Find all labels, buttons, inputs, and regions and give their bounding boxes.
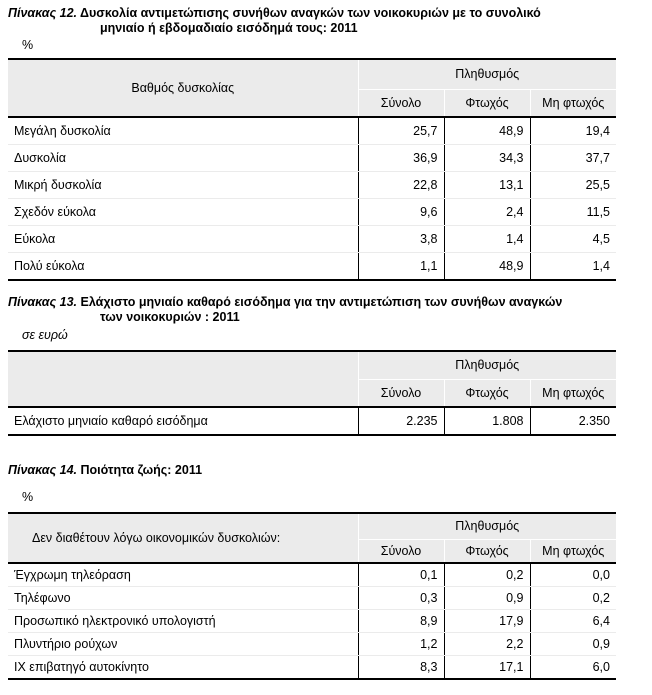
cell-value: 2,4	[444, 199, 530, 226]
cell-value: 22,8	[358, 172, 444, 199]
cell-value: 8,9	[358, 610, 444, 633]
table12-col-total: Σύνολο	[358, 89, 444, 117]
table13-row-header	[8, 351, 358, 407]
table-row	[8, 253, 616, 281]
table14-unit: %	[22, 490, 34, 504]
cell-value: 0,9	[530, 633, 616, 656]
table-row	[8, 145, 616, 172]
cell-value: 48,9	[444, 253, 530, 281]
row-label: Πλυντήριο ρούχων	[8, 633, 358, 656]
cell-value: 3,8	[358, 226, 444, 253]
table13-title-line2: των νοικοκυριών : 2011	[100, 310, 240, 324]
cell-value: 6,0	[530, 656, 616, 680]
table13	[8, 350, 616, 436]
cell-value: 1,4	[530, 253, 616, 281]
table13-col-poor: Φτωχός	[444, 379, 530, 407]
table-row	[8, 226, 616, 253]
cell-value: 17,9	[444, 610, 530, 633]
row-label: Μεγάλη δυσκολία	[8, 117, 358, 145]
table12-title-line2: μηνιαίο ή εβδομαδιαίο εισόδημά τους: 2011	[100, 21, 358, 35]
cell-value: 1,2	[358, 633, 444, 656]
table13-unit: σε ευρώ	[22, 328, 68, 342]
cell-value: 0,1	[358, 563, 444, 587]
cell-value: 0,0	[530, 563, 616, 587]
cell-value: 25,5	[530, 172, 616, 199]
table12-unit: %	[22, 38, 34, 52]
cell-value: 17,1	[444, 656, 530, 680]
table-row	[8, 563, 616, 587]
cell-value: 9,6	[358, 199, 444, 226]
row-label: Σχεδόν εύκολα	[8, 199, 358, 226]
cell-value: 8,3	[358, 656, 444, 680]
table12-col-nonpoor: Μη φτωχός	[530, 89, 616, 117]
cell-value: 6,4	[530, 610, 616, 633]
cell-value: 2.350	[530, 407, 616, 435]
table-row	[8, 587, 616, 610]
cell-value: 4,5	[530, 226, 616, 253]
cell-value: 1,4	[444, 226, 530, 253]
table13-title-line1: Ελάχιστο μηνιαίο καθαρό εισόδημα για την αντιμετώπιση των συνήθων αναγκών	[80, 295, 563, 309]
table12-title-line1: Δυσκολία αντιμετώπισης συνήθων αναγκών των νοικοκυριών με το συνολικό	[80, 6, 541, 20]
table14-col-nonpoor: Μη φτωχός	[530, 539, 616, 563]
row-label: Δυσκολία	[8, 145, 358, 172]
table13-caption	[8, 295, 562, 325]
cell-value: 2.235	[358, 407, 444, 435]
table12-caption	[8, 6, 541, 36]
table12-row-header: Βαθμός δυσκολίας	[131, 81, 235, 95]
cell-value: 34,3	[444, 145, 530, 172]
table-row	[8, 407, 616, 435]
row-label: Έγχρωμη τηλεόραση	[8, 563, 358, 587]
table-row	[8, 656, 616, 680]
table-row	[8, 117, 616, 145]
table12-col-poor: Φτωχός	[444, 89, 530, 117]
table14-caption	[8, 463, 202, 478]
row-label: Ελάχιστο μηνιαίο καθαρό εισόδημα	[8, 407, 358, 435]
cell-value: 1.808	[444, 407, 530, 435]
cell-value: 0,2	[444, 563, 530, 587]
table-row	[8, 199, 616, 226]
table12-label: Πίνακας 12.	[8, 6, 78, 20]
table13-group-header: Πληθυσμός	[358, 351, 616, 379]
table14-col-poor: Φτωχός	[444, 539, 530, 563]
cell-value: 0,2	[530, 587, 616, 610]
table14-group-header: Πληθυσμός	[358, 513, 616, 539]
table14-label: Πίνακας 14.	[8, 463, 78, 477]
cell-value: 19,4	[530, 117, 616, 145]
table12	[8, 58, 616, 281]
table14-row-header: Δεν διαθέτουν λόγω οικονομικών δυσκολιών:	[32, 531, 281, 545]
table14	[8, 512, 616, 680]
table13-label: Πίνακας 13.	[8, 295, 78, 309]
cell-value: 1,1	[358, 253, 444, 281]
row-label: Τηλέφωνο	[8, 587, 358, 610]
table-row	[8, 172, 616, 199]
cell-value: 48,9	[444, 117, 530, 145]
cell-value: 37,7	[530, 145, 616, 172]
table13-col-nonpoor: Μη φτωχός	[530, 379, 616, 407]
table12-group-header: Πληθυσμός	[358, 59, 616, 89]
cell-value: 11,5	[530, 199, 616, 226]
cell-value: 25,7	[358, 117, 444, 145]
row-label: Εύκολα	[8, 226, 358, 253]
table-row	[8, 610, 616, 633]
table-row	[8, 633, 616, 656]
cell-value: 13,1	[444, 172, 530, 199]
row-label: Μικρή δυσκολία	[8, 172, 358, 199]
table14-title-line1: Ποιότητα ζωής: 2011	[80, 463, 203, 477]
row-label: ΙΧ επιβατηγό αυτοκίνητο	[8, 656, 358, 680]
table13-col-total: Σύνολο	[358, 379, 444, 407]
row-label: Προσωπικό ηλεκτρονικό υπολογιστή	[8, 610, 358, 633]
cell-value: 0,9	[444, 587, 530, 610]
table14-col-total: Σύνολο	[358, 539, 444, 563]
cell-value: 36,9	[358, 145, 444, 172]
row-label: Πολύ εύκολα	[8, 253, 358, 281]
cell-value: 0,3	[358, 587, 444, 610]
cell-value: 2,2	[444, 633, 530, 656]
